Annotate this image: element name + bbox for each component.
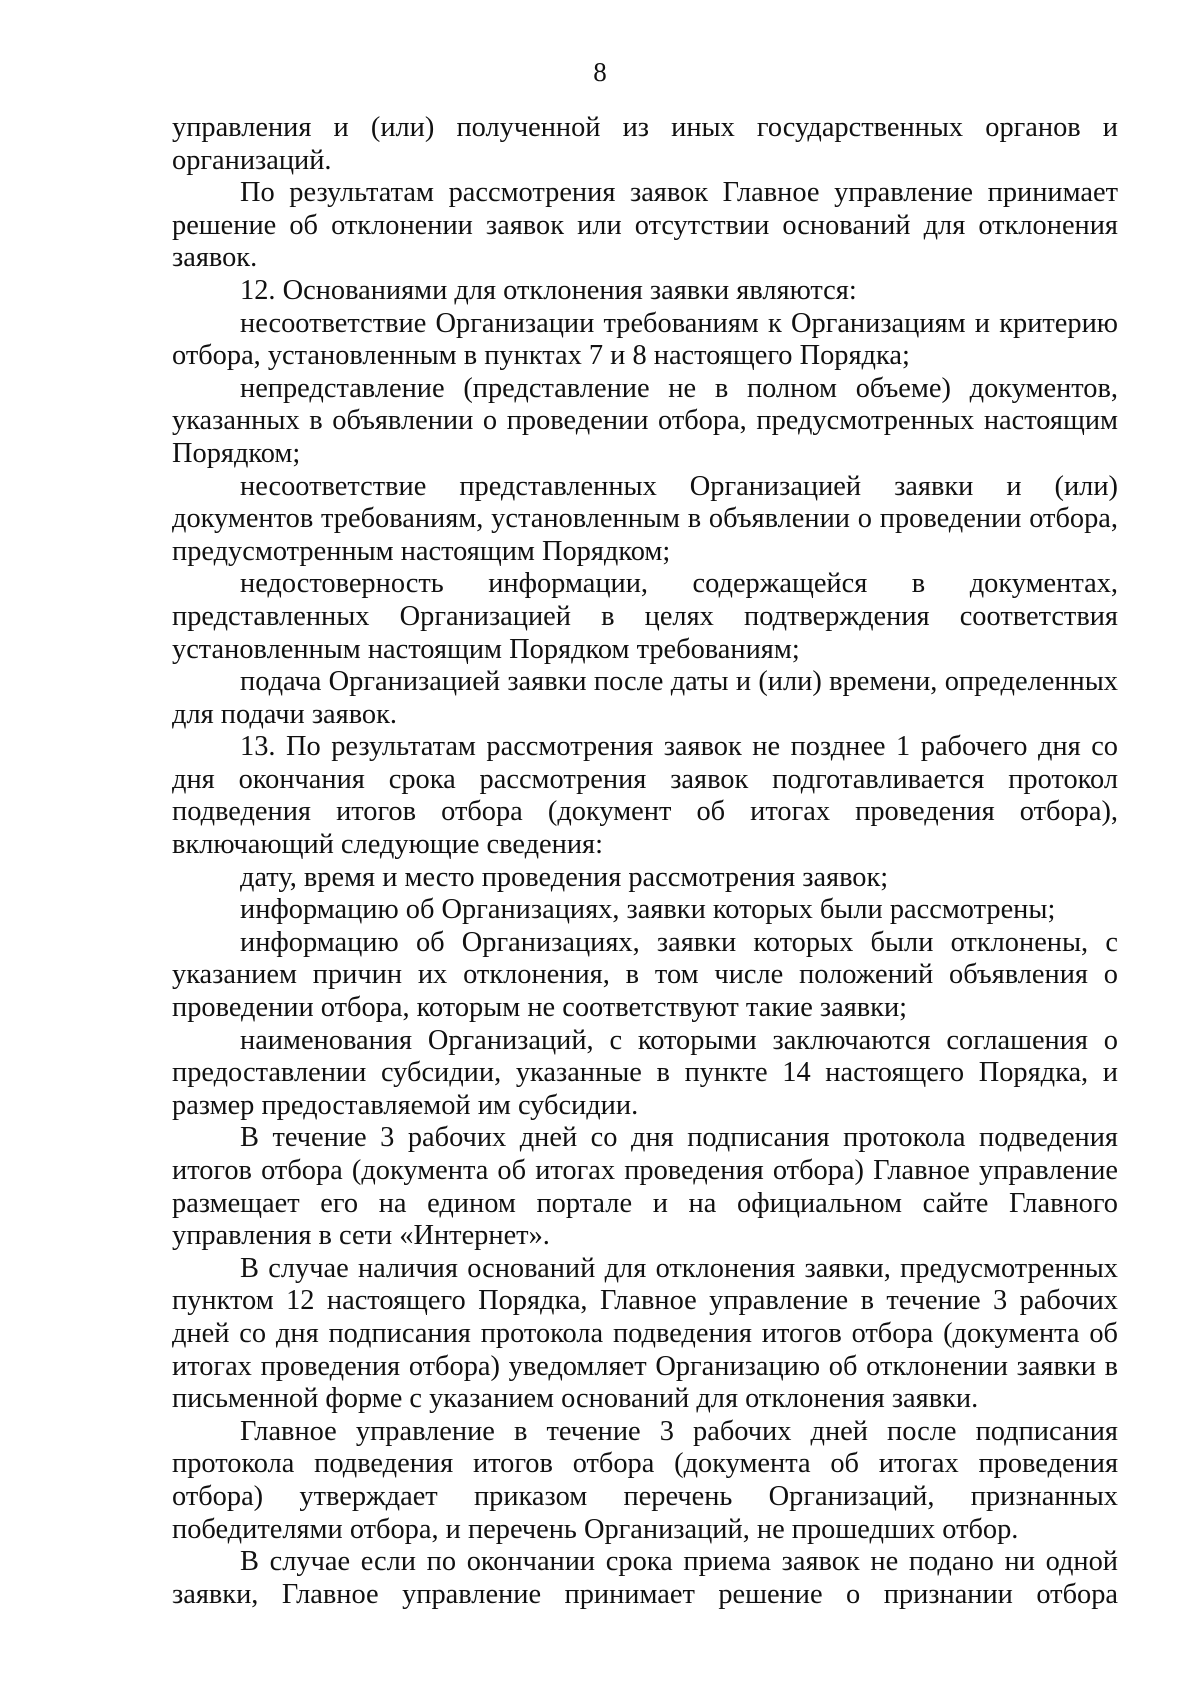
paragraph-ground-false-information: недостоверность информации, содержащейся в документах, представленных Организацией в целях подтверждения соответствия установленным настоящим Порядком требованиям; <box>172 568 1118 665</box>
paragraph-ground-nonconformity: несоответствие Организации требованиям к Организациям и критерию отбора, установленным в пунктах 7 и 8 настоящего Порядка; <box>172 307 1118 372</box>
paragraph-ground-missing-documents: непредставление (представление не в полном объеме) документов, указанных в объявлении о проведении отбора, предусмотренных настоящим Порядком; <box>172 372 1118 469</box>
paragraph-info-date-place: дату, время и место проведения рассмотрения заявок; <box>240 861 889 893</box>
paragraph-clause-12: 12. Основаниями для отклонения заявки являются: <box>240 274 857 306</box>
paragraph-rejection-notice: В случае наличия оснований для отклонения заявки, предусмотренных пунктом 12 настоящего Порядка, Главное управление в течение 3 рабочих дней со дня подписания протокола подведения итогов отбора (документа об итогах проведения отбора) уведомляет Организацию об отклонении заявки в письменной форме с указанием оснований для отклонения заявки. <box>172 1252 1118 1415</box>
paragraph-info-agreements: наименования Организаций, с которыми заключаются соглашения о предоставлении субсидии, указанные в пункте 14 настоящего Порядка, и размер предоставляемой им субсидии. <box>172 1024 1118 1121</box>
paragraph-ground-late-submission: подача Организацией заявки после даты и (или) времени, определенных для подачи заявок. <box>172 666 1118 730</box>
page-number: 8 <box>593 57 607 87</box>
paragraph-winners-order: Главное управление в течение 3 рабочих дней после подписания протокола подведения итогов отбора (документа об итогах проведения отбора) утверждает приказом перечень Организаций, признанных победителями отбора, и перечень Организаций, не прошедших отбор. <box>172 1415 1118 1545</box>
paragraph-no-applications: В случае если по окончании срока приема заявок не подано ни одной заявки, Главное управление принимает решение о признании отбора <box>172 1546 1118 1610</box>
paragraph-publication: В течение 3 рабочих дней со дня подписания протокола подведения итогов отбора (документа об итогах проведения отбора) Главное управление размещает его на едином портале и на официальном сайте Главного управления в сети «Интернет». <box>172 1122 1118 1252</box>
paragraph-clause-13: 13. По результатам рассмотрения заявок не позднее 1 рабочего дня со дня окончания срока рассмотрения заявок подготавливается протокол подведения итогов отбора (документ об итогах проведения отбора), включающий следующие сведения: <box>172 731 1118 861</box>
paragraph-ground-document-mismatch: несоответствие представленных Организацией заявки и (или) документов требованиям, установленным в объявлении о проведении отбора, предусмотренным настоящим Порядком; <box>172 470 1118 567</box>
paragraph-continuation: управления и (или) полученной из иных государственных органов и организаций. <box>172 112 1118 176</box>
paragraph-info-reviewed: информацию об Организациях, заявки которых были рассмотрены; <box>240 894 1056 926</box>
paragraph-decision-result: По результатам рассмотрения заявок Главное управление принимает решение об отклонении заявок или отсутствии оснований для отклонения заявок. <box>172 177 1118 274</box>
paragraph-info-rejected: информацию об Организациях, заявки которых были отклонены, с указанием причин их отклонения, в том числе положений объявления о проведении отбора, которым не соответствуют такие заявки; <box>172 926 1118 1024</box>
document-body <box>172 112 1118 1611</box>
